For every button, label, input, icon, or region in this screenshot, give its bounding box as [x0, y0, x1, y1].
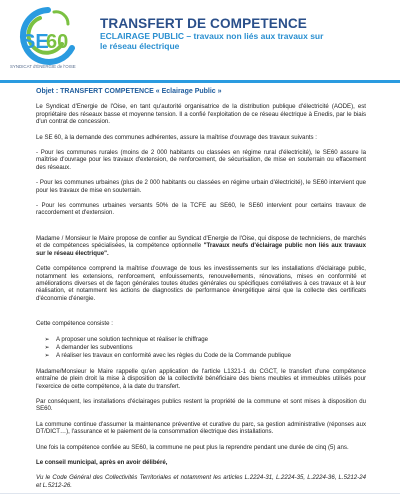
paragraph-2: Le SE 60, à la demande des communes adhérentes, assure la maîtrise d'ouvrage des travaux suivants : — [36, 133, 317, 141]
footer-divider — [0, 493, 400, 494]
bullet-text: A réaliser les travaux en conformité avec les règles du Code de la Commande publique — [56, 352, 292, 360]
paragraph-property: Par conséquent, les installations d'éclairages publics restent la propriété de la commune et sont mises à disposition du SE60. — [36, 397, 366, 413]
list-item — [44, 352, 366, 359]
paragraph-duration: Une fois la compétence confiée au SE60, la commune ne peut plus la reprendre pendant une durée de cinq (5) ans. — [36, 443, 349, 451]
logo-small-arc — [54, 12, 68, 24]
paragraph-consists: Cette compétence consiste : — [36, 320, 113, 328]
logo-number: 60 — [46, 31, 69, 53]
page-subtitle: ECLAIRAGE PUBLIC – travaux non liés aux travaux sur le réseau électrique — [100, 31, 324, 51]
list-item — [44, 336, 366, 343]
spacer — [36, 310, 366, 320]
proposal-text: Madame / Monsieur le Maire propose de confier au Syndicat d'Energie de l'Oise, qui dispose de techniciens, de marchés et de compétences spécialisées, la compétence optionnelle — [36, 234, 366, 250]
se60-logo-graphic — [6, 4, 88, 68]
list-item — [44, 344, 366, 351]
paragraph-scope: Cette compétence comprend la maîtrise d'ouvrage de tous les investissements sur les installations d'éclairage public, notamment les extensions, renforcement, enfouissements, renouvellements, rénovations, mises en conformité et améliorations diverses et de façon générales toutes études générales ou spécifiques corrélatives à ces travaux et à leur réalisation, et notamment les actions de diagnostics de performance énergétique ainsi que la collecte des certificats d'économie d'énergie. — [36, 265, 366, 302]
paragraph-rural: - Pour les communes rurales (moins de 2 000 habitants ou classées en régime rural d'électricité), le SE60 assure la maîtrise d'ouvrage pour les travaux d'extension, de renforcement, de sécurisation, de mise en souterrain ou effacement des réseaux. — [36, 149, 366, 171]
paragraph-cgct: Madame/Monsieur le Maire rappelle qu'en application de l'article L1321-1 du CGCT, le transfert d'une compétence entraîne de plein droit la mise à disposition de la collectivité bénéficiaire des biens meubles et immeubles utilisés pour l'exercice de cette compétence, à la date du transfert. — [36, 367, 366, 390]
arrow-bullet-icon: ➢ — [44, 343, 50, 351]
logo-caption: SYNDICAT d'ÉNERGIE de l'OISE — [10, 64, 76, 69]
paragraph-proposal — [36, 235, 366, 257]
page-title: TRANSFERT DE COMPETENCE — [100, 16, 307, 31]
paragraph-legal-refs: Vu le Code Général des Collectivités Territoriales et notamment les articles L.2224-31, L.2224-35, L.2224-36, L.5212-24 et L.5212-26. — [36, 474, 366, 489]
arrow-bullet-icon: ➢ — [44, 335, 50, 343]
header-divider — [0, 80, 400, 83]
subject-line: Objet : TRANSFERT COMPETENCE « Eclairage Public » — [36, 88, 222, 95]
paragraph-urbain: - Pour les communes urbaines (plus de 2 000 habitants ou classées en régime urbain d'électricité), le SE60 intervient que pour les travaux de mise en souterrain. — [36, 179, 366, 194]
bullet-list — [44, 336, 366, 360]
paragraph-1: Le Syndicat d'Energie de l'Oise, en tant qu'autorité organisatrice de la distribution publique d'électricité (AODE), est propriétaire des réseaux basse et moyenne tension. Il a confié l'exploitation de ce réseau électrique à Enedis, par le biais d'un contrat de concession. — [36, 103, 366, 126]
spacer — [36, 225, 366, 235]
paragraph-council: Le conseil municipal, après en avoir délibéré, — [36, 459, 168, 466]
bullet-text: A demander les subventions — [56, 343, 133, 351]
logo-text: SE — [22, 31, 49, 53]
proposal-bold-text: "Travaux neufs d'éclairage public non liés aux travaux sur le réseau électrique". — [36, 242, 366, 257]
bullet-text: A proposer une solution technique et réaliser le chiffrage — [56, 335, 208, 343]
paragraph-maintenance: La commune continue d'assumer la maintenance préventive et curative du parc, sa gestion administrative (réponses aux DT/DICT…), l'assurance et le paiement de la consommation électrique des installations. — [36, 420, 366, 436]
arrow-bullet-icon: ➢ — [44, 352, 50, 360]
paragraph-tcfe: - Pour les communes urbaines versants 50% de la TCFE au SE60, le SE60 intervient pour certains travaux de raccordement et d'extension. — [36, 202, 366, 217]
document-body — [36, 88, 366, 497]
